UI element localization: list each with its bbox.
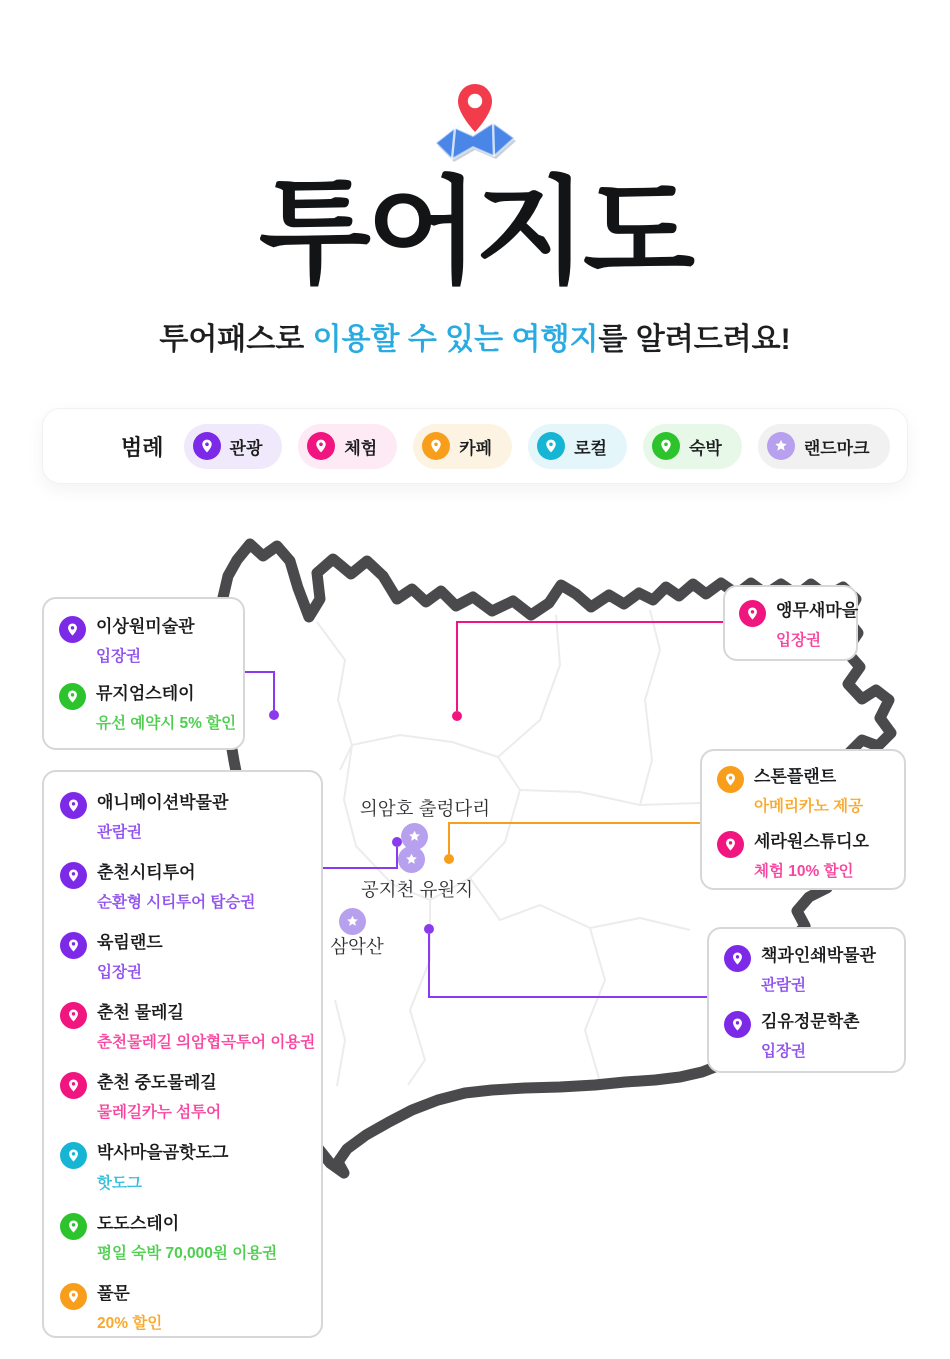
poi-item	[60, 1002, 316, 1052]
subtitle-prefix: 투어패스로	[159, 323, 313, 356]
connector-top-left	[245, 672, 274, 710]
poi-benefit: 관람권	[97, 824, 142, 842]
poi-item	[60, 1072, 305, 1122]
legend-item-label: 카페	[459, 438, 493, 458]
poi-item	[60, 862, 305, 912]
poi-benefit: 평일 숙박 70,000원 이용권	[97, 1244, 278, 1262]
legend-item-label: 관광	[229, 438, 263, 458]
poi-item	[60, 932, 305, 982]
landmark-star-icon	[339, 908, 366, 935]
map-pin-icon	[60, 1002, 87, 1029]
poi-benefit: 체험 10% 할인	[754, 863, 854, 881]
poi-name: 뮤지엄스테이	[96, 684, 195, 704]
poi-benefit: 입장권	[776, 632, 821, 650]
poi-name: 도도스테이	[97, 1213, 180, 1233]
poi-item	[717, 766, 889, 816]
map-pin-icon	[422, 432, 450, 460]
poi-name: 스톤플랜트	[754, 767, 837, 786]
poi-benefit: 20% 할인	[97, 1314, 163, 1332]
poi-benefit: 물레길카누 섬투어	[97, 1104, 222, 1122]
poi-benefit: 핫도그	[97, 1174, 142, 1192]
map-pin-icon	[59, 683, 86, 710]
map-pin-icon	[60, 1283, 87, 1310]
map-pin-icon	[60, 1142, 87, 1169]
map-pin-icon	[59, 616, 86, 643]
map-pin-icon	[307, 432, 335, 460]
map-label-gongjicheon-park: 공지천 유원지	[360, 879, 474, 900]
legend-item-cafe	[413, 424, 512, 469]
connector-bottom-right	[429, 934, 707, 997]
poi-name: 풀문	[97, 1283, 130, 1303]
poi-name: 춘천시티투어	[97, 863, 196, 883]
map-pin-icon	[717, 766, 744, 793]
map-pin-icon	[724, 1011, 751, 1038]
poi-item	[59, 616, 228, 666]
poi-item	[724, 1011, 889, 1061]
poi-name: 책과인쇄박물관	[761, 946, 876, 965]
page-title: 투어지도	[258, 167, 692, 297]
legend-item-experience	[298, 424, 397, 469]
map-pin-icon	[724, 945, 751, 972]
map-pin-icon	[717, 831, 744, 858]
map-pin-icon	[193, 432, 221, 460]
map-pin-icon	[60, 792, 87, 819]
legend-bar	[42, 408, 908, 484]
poi-name: 육림랜드	[97, 933, 163, 953]
subtitle-suffix: 를 알려드려요!	[598, 323, 791, 356]
map-pin-icon	[537, 432, 565, 460]
subtitle-highlight: 이용할 수 있는 여행지	[312, 323, 599, 356]
map-pin-logo-icon	[427, 80, 523, 179]
poi-benefit: 아메리카노 제공	[754, 798, 864, 816]
poi-benefit: 입장권	[97, 964, 142, 982]
poi-name: 박사마을곰핫도그	[97, 1143, 229, 1163]
callout-top-left	[42, 597, 245, 750]
poi-item	[739, 600, 859, 650]
poi-name: 앵무새마을	[776, 601, 859, 620]
poi-item	[59, 683, 237, 733]
map-pin-icon	[652, 432, 680, 460]
map-pin-icon	[60, 1213, 87, 1240]
poi-item	[717, 831, 889, 881]
poi-item	[60, 1142, 305, 1192]
map-pin-icon	[739, 600, 766, 627]
star-icon	[767, 432, 795, 460]
legend-item-label: 로컬	[574, 438, 607, 458]
map-pin-icon	[60, 862, 87, 889]
poi-benefit: 춘천물레길 의암협곡투어 이용권	[97, 1034, 316, 1052]
callout-top-right	[723, 585, 858, 661]
legend-item-label: 랜드마크	[803, 438, 870, 458]
callout-bottom-right	[707, 927, 906, 1073]
map-label-uiamho-bridge: 의암호 출렁다리	[359, 798, 491, 819]
legend-item-label: 숙박	[688, 438, 722, 458]
poi-benefit: 유선 예약시 5% 할인	[96, 715, 237, 733]
map-label-samaksan: 삼악산	[330, 936, 384, 957]
poi-item	[60, 1283, 305, 1333]
callout-mid-right	[700, 749, 906, 890]
legend-item-tour	[184, 424, 283, 469]
connector-top-right	[457, 622, 723, 711]
legend-item-lodging	[643, 424, 742, 469]
poi-name: 이상원미술관	[96, 617, 195, 636]
map-pin-icon	[60, 932, 87, 959]
legend-item-landmark	[758, 424, 890, 469]
poi-benefit: 순환형 시티투어 탑승권	[97, 894, 256, 912]
connector-mid-right	[449, 823, 700, 854]
map-pin-icon	[60, 1072, 87, 1099]
callout-left-list	[42, 770, 323, 1338]
legend-label: 범례	[121, 434, 164, 460]
poi-name: 춘천 물레길	[97, 1003, 184, 1023]
legend-item-label: 체험	[344, 438, 378, 458]
landmark-star-icon	[398, 846, 425, 873]
poi-benefit: 입장권	[96, 648, 141, 666]
poi-name: 김유정문학촌	[761, 1012, 860, 1032]
poi-name: 애니메이션박물관	[97, 793, 229, 812]
poi-item	[724, 945, 889, 995]
poi-name: 세라원스튜디오	[754, 832, 869, 852]
poi-item	[60, 792, 305, 842]
legend-item-local	[528, 424, 627, 469]
poi-benefit: 입장권	[761, 1043, 806, 1061]
poi-benefit: 관람권	[761, 977, 806, 995]
poi-item	[60, 1213, 305, 1263]
poi-name: 춘천 중도물레길	[97, 1073, 217, 1093]
